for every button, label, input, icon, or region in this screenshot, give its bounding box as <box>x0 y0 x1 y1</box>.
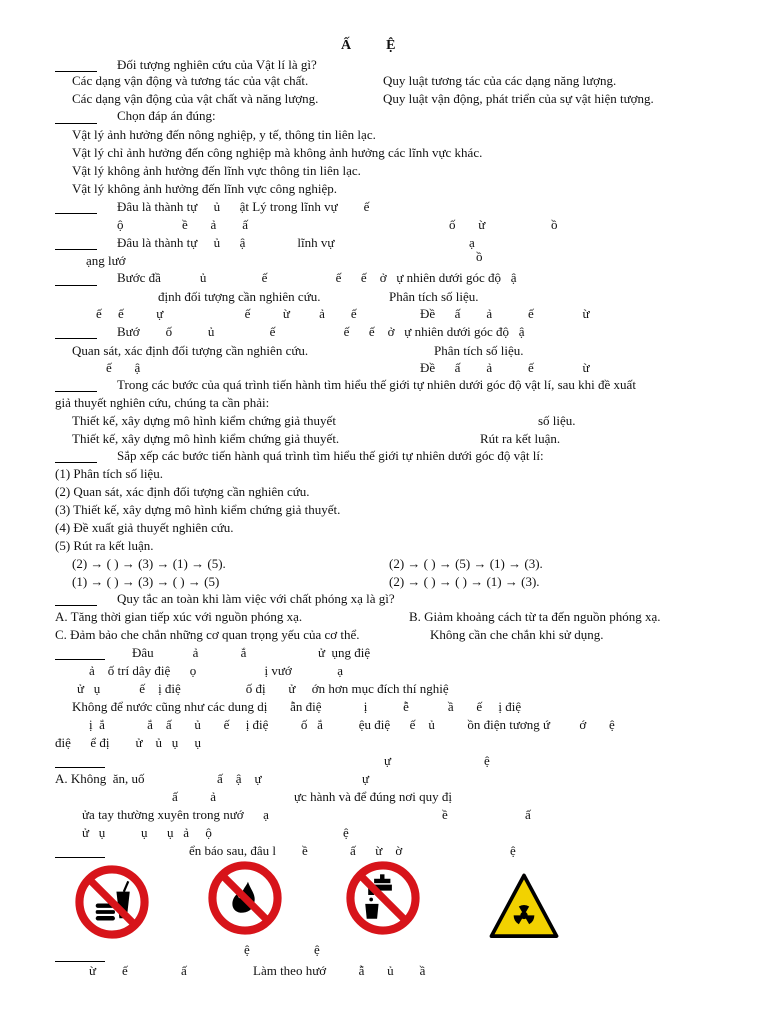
option-text: ệ <box>343 825 349 840</box>
option-text: B. Giảm khoảng cách từ ta đến nguồn phóng xạ. <box>409 609 661 624</box>
option-text: (2) → ( ) → ( ) → (1) → (3). <box>389 574 540 589</box>
no-drinking-water-sign-icon <box>346 861 420 935</box>
option-text: Vật lý chỉ ảnh hưởng đến công nghiệp mà không ảnh hưởng các lĩnh vực khác. <box>72 145 483 160</box>
option-text: ừ ế <box>89 963 128 978</box>
question-text: ển báo sau, đâu l ề ấ ừ ờ <box>189 843 403 858</box>
option-text: ấ <box>525 807 531 822</box>
option-text: ồ <box>476 249 483 264</box>
option-text: ấ ả <box>172 789 217 804</box>
option-text: Đề ấ ả ế ừ <box>420 306 590 321</box>
question-text: ệ <box>484 753 490 768</box>
option-text: Phân tích số liệu. <box>389 289 479 304</box>
option-text: ử ụ ế ị điệ ố đị ử ớn hơn mục đích thí nghiệ <box>77 681 449 696</box>
step-text: (4) Đề xuất giả thuyết nghiên cứu. <box>55 520 234 535</box>
question-text: ự <box>384 753 392 768</box>
option-text: A. Không ăn, uố <box>55 771 145 786</box>
answer-blank[interactable] <box>55 857 105 858</box>
option-text: ố ừ <box>449 217 486 232</box>
step-text: (5) Rút ra kết luận. <box>55 538 154 553</box>
option-text: ế ậ <box>106 360 141 375</box>
step-text: (3) Thiết kế, xây dựng mô hình kiểm chứng giả thuyết. <box>55 502 341 517</box>
option-text: ế ế ự ế ừ ả ế <box>96 306 357 321</box>
question-text: Đâu là thành tự ủ ậ lĩnh vự <box>117 235 335 250</box>
option-text: ử ụ ụ ụ ả ộ <box>82 825 212 840</box>
option-text: ấ <box>181 963 187 978</box>
option-text: định đối tượng cần nghiên cứu. <box>158 289 321 304</box>
option-text: Các dạng vận động của vật chất và năng lượng. <box>72 91 319 106</box>
document-title: Ấ Ệ <box>341 38 396 53</box>
question-text: Đâu là thành tự ủ ật Lý trong lĩnh vự ế <box>117 199 370 214</box>
option-text: Phân tích số liệu. <box>434 343 524 358</box>
answer-blank[interactable] <box>55 249 97 250</box>
question-text: Đối tượng nghiên cứu của Vật lí là gì? <box>117 57 317 72</box>
answer-blank[interactable] <box>55 961 105 962</box>
option-text: Rút ra kết luận. <box>480 431 561 446</box>
option-text: ồ <box>551 217 558 232</box>
option-text: Quy luật vận động, phát triển của sự vật hiện tượng. <box>383 91 654 106</box>
question-text: Trong các bước của quá trình tiến hành tìm hiểu thế giới tự nhiên dưới góc độ vật lí, sau khi đề xuất <box>117 377 636 392</box>
option-text: Quy luật tương tác của các dạng năng lượng. <box>383 73 617 88</box>
answer-blank[interactable] <box>55 123 97 124</box>
question-text: Đâu ả ắ ử ụng điệ <box>132 645 371 660</box>
caption-text: ệ <box>314 942 320 957</box>
option-text: ạng lướ <box>86 253 126 268</box>
option-text: (2) → ( ) → (3) → (1) → (5). <box>72 556 226 571</box>
option-text: ị ắ ắ ấ ủ ế ị điệ ố ắ ệu điệ ế ủ ồn điện tương ứ ớ ệ <box>89 717 615 732</box>
question-text: ệ <box>510 843 516 858</box>
option-text: ộ ề ả ấ <box>117 217 249 232</box>
option-text: ả ố trí dây điệ ọ ị vướ ạ <box>89 663 344 678</box>
option-text: Thiết kế, xây dựng mô hình kiểm chứng giả thuyết <box>72 413 336 428</box>
answer-blank[interactable] <box>55 285 97 286</box>
option-text: Không để nước cũng như các dung dị ẫn điệ ị ễ ầ ế ị điệ <box>72 699 522 714</box>
option-text: Vật lý không ảnh hưởng đến lĩnh vực công nghiệp. <box>72 181 338 196</box>
option-text: Thiết kế, xây dựng mô hình kiểm chứng giả thuyết. <box>72 431 340 446</box>
option-text: ấ ậ ự <box>217 771 262 786</box>
option-text: Làm theo hướ ẫ ủ ầ <box>253 963 426 978</box>
question-text: Quy tắc an toàn khi làm việc với chất phóng xạ là gì? <box>117 591 395 606</box>
option-text: ề <box>442 807 448 822</box>
option-text: Vật lý ảnh hưởng đến nông nghiệp, y tế, thông tin liên lạc. <box>72 127 376 142</box>
option-text: Không cần che chắn khi sử dụng. <box>430 627 604 642</box>
option-text: ạ <box>469 235 475 250</box>
option-text: C. Đảm bảo che chắn những cơ quan trọng yếu của cơ thể. <box>55 627 360 642</box>
option-text: (1) → ( ) → (3) → ( ) → (5) <box>72 574 220 589</box>
option-text: A. Tăng thời gian tiếp xúc với nguồn phóng xạ. <box>55 609 303 624</box>
answer-blank[interactable] <box>55 71 97 72</box>
question-text: giả thuyết nghiên cứu, chúng ta cần phải: <box>55 395 270 410</box>
no-fire-sign-icon <box>208 861 282 935</box>
answer-blank[interactable] <box>55 767 105 768</box>
option-text: ực hành và để đúng nơi quy đị <box>294 789 452 804</box>
answer-blank[interactable] <box>55 391 97 392</box>
question-text: Sắp xếp các bước tiến hành quá trình tìm hiểu thế giới tự nhiên dưới góc độ vật lí: <box>117 448 544 463</box>
answer-blank[interactable] <box>55 338 97 339</box>
option-text: Quan sát, xác định đối tượng cần nghiên cứu. <box>72 343 309 358</box>
option-text: điệ ể đị ử ủ ụ ụ <box>55 735 202 750</box>
answer-blank[interactable] <box>55 213 97 214</box>
option-text: (2) → ( ) → (5) → (1) → (3). <box>389 556 543 571</box>
caption-text: ệ <box>244 942 250 957</box>
option-text: ửa tay thường xuyên trong nướ ạ <box>82 807 269 822</box>
answer-blank[interactable] <box>55 659 105 660</box>
question-text: Bướ ố ủ ế ế ế ở ự nhiên dưới góc độ ậ <box>117 324 525 339</box>
step-text: (2) Quan sát, xác định đối tượng cần nghiên cứu. <box>55 484 310 499</box>
option-text: Vật lý không ảnh hưởng đến lĩnh vực thông tin liên lạc. <box>72 163 361 178</box>
option-text: ự <box>362 771 370 786</box>
radiation-warning-sign-icon <box>487 871 561 945</box>
question-text: Chọn đáp án đúng: <box>117 108 216 123</box>
option-text: Các dạng vận động và tương tác của vật chất. <box>72 73 309 88</box>
answer-blank[interactable] <box>55 605 97 606</box>
step-text: (1) Phân tích số liệu. <box>55 466 163 481</box>
answer-blank[interactable] <box>55 462 97 463</box>
option-text: số liệu. <box>538 413 576 428</box>
no-eating-drinking-sign-icon <box>75 865 149 939</box>
option-text: Đề ấ ả ế ừ <box>420 360 590 375</box>
question-text: Bước đầ ủ ế ế ế ở ự nhiên dưới góc độ ậ <box>117 270 517 285</box>
